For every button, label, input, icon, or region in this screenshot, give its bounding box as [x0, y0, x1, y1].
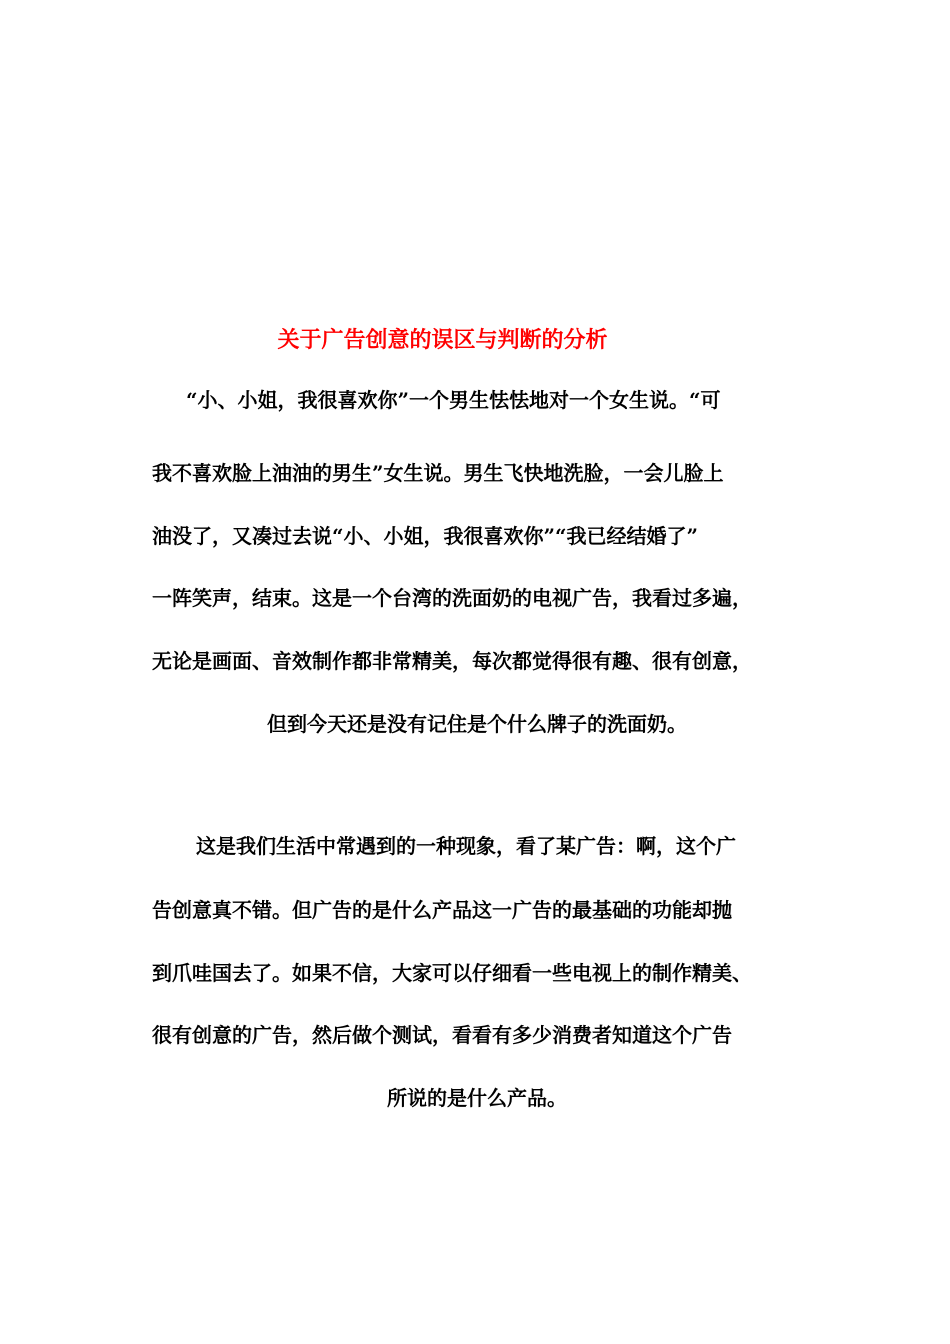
paragraph-2-line-4: 很有创意的广告，然后做个测试，看看有多少消费者知道这个广告 — [152, 1023, 732, 1047]
paragraph-2-line-2: 告创意真不错。但广告的是什么产品这一广告的最基础的功能却抛 — [152, 898, 732, 922]
paragraph-1-line-4: 一阵笑声，结束。这是一个台湾的洗面奶的电视广告，我看过多遍， — [152, 586, 752, 610]
paragraph-2-line-5: 所说的是什么产品。 — [387, 1086, 567, 1110]
paragraph-1-line-2: 我不喜欢脸上油油的男生”女生说。男生飞快地洗脸，一会儿脸上 — [152, 461, 724, 485]
paragraph-2-line-1: 这是我们生活中常遇到的一种现象，看了某广告：啊，这个广 — [196, 834, 736, 858]
document-title: 关于广告创意的误区与判断的分析 — [277, 327, 608, 353]
paragraph-2-line-3: 到爪哇国去了。如果不信，大家可以仔细看一些电视上的制作精美、 — [152, 961, 752, 985]
paragraph-1-line-1: “小、小姐，我很喜欢你”一个男生怯怯地对一个女生说。“可 — [186, 388, 721, 412]
paragraph-1-line-3: 油没了，又凑过去说“小、小姐，我很喜欢你”“我已经结婚了” — [152, 524, 699, 548]
paragraph-1-line-5: 无论是画面、音效制作都非常精美，每次都觉得很有趣、很有创意， — [152, 649, 752, 673]
paragraph-1-line-6: 但到今天还是没有记住是个什么牌子的洗面奶。 — [267, 712, 687, 736]
